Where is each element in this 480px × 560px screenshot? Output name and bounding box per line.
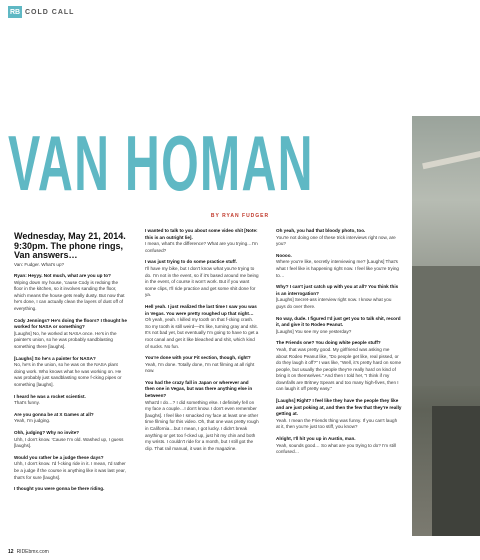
question: No way, dude. I figured I'd just get you to talk shit, record it, and give it to Rodeo Peanut. [276, 315, 401, 328]
text-column-1 [14, 228, 128, 493]
answer: Uhh, I don't know. I'd f-cking ride in it. I mean, I'd rather be a judge if the course is anything like it was last year, that's for sure [laughs]. [14, 461, 126, 480]
article-title: VAN HOMAN [8, 119, 314, 207]
answer: That's funny. [14, 400, 40, 406]
question: [Laughs] Right? I feel like they have the people they like and are just poking at, and then the few that they're really getting at. [276, 398, 402, 417]
answer: I'll have my bike, but I don't know what you're trying to do. I'm not in the event, so if it's based around me being in the event, of course it won't work. But if you want some clips, I'll ride practice and get some shit done for ya. [145, 265, 259, 298]
answer: Yeah, I'm judging. [14, 418, 51, 424]
page-footer [8, 549, 49, 555]
question: I wanted to talk to you about some video shit [Note: this is an outright lie]. [145, 228, 258, 240]
answer: Yeah, sounds good… So what are you trying to do? I'm still confused… [276, 442, 396, 455]
question: Hell yeah. I just realized the last time I saw you was in Vegas. You were pretty roughed up that night… [145, 303, 257, 316]
answer: [Laughs] Secret-ass interview right now. I know what you guys do over there. [276, 297, 392, 309]
photo-shadow [432, 406, 480, 536]
answer: Where you're like, secretly interviewing me? [Laughs] That's what I feel like is happening right now. I feel like you're trying to… [276, 259, 399, 278]
question: You had the crazy fall in Japan or wherever and then one in Vegas, but was there anything else in between? [145, 379, 253, 399]
page-header [8, 5, 74, 19]
question: Ohh, judging? Why no invite? [14, 429, 80, 435]
question: I thought you were gonna be there riding. [14, 486, 105, 492]
page-number: 12 [8, 549, 14, 555]
question: [Laughs] So he's a painter for NASA? [14, 355, 96, 361]
question: Ryan: Heyyy. Not much, what are you up to? [14, 273, 111, 279]
answer: Wiping down my house, 'cause Cody is redoing the floor in the kitchen, so it involves sanding the floor, which means the house gets really dusty. But now that he's done, I can actually clean the layers of dust off of everything. [14, 279, 125, 312]
column-3-blocks [276, 228, 402, 456]
answer: Yeah, I'm done. Totally done, I'm not filming at all right now. [145, 361, 255, 374]
question: Oh yeah, you had that bloody photo, too. [276, 228, 366, 233]
answer: I mean, what's the difference? What are you trying…I'm confused? [145, 241, 258, 253]
question: Are you gonna be at X Games at all? [14, 411, 94, 417]
section-label: COLD CALL [25, 8, 75, 16]
photo-rail [422, 149, 480, 169]
answer: You're not doing one of these trick interviews right now, are you? [276, 234, 396, 247]
answer: Yeah. I mean the Friends thing was funny. If you can't laugh at it, then you're just too stiff, you know? [276, 417, 398, 430]
site-url: RIDEbmx.com [16, 549, 49, 555]
answer: No, he's in the union, so he was on the NASA plant doing work. Who knows what he was working on. He was probably just sandblasting some f-cking pipes or something [laughs]. [14, 362, 122, 387]
column-1-blocks [14, 273, 128, 493]
magazine-logo: RB [8, 6, 22, 18]
intro-heading: Wednesday, May 21, 2014. 9:30pm. The phone rings, Van answers… [14, 231, 126, 260]
answer: [Laughs] No, he worked at NASA once. He's in the painter's union, so he was probably sandblasting something there [laughs]. [14, 330, 117, 350]
question: Why? I can't just catch up with you at all? You think this is an interrogation? [276, 284, 399, 296]
answer: Uhh, I don't know. 'Cause I'm old. Washed up, I guess [laughs]. [14, 436, 124, 449]
photo-wall [412, 266, 480, 386]
question: The Friends one? You doing white people stuff? [276, 340, 381, 346]
text-column-3 [276, 228, 402, 456]
question: Alright, I'll hit you up in Austin, man. [276, 436, 356, 442]
answer: [Laughs] You see my one yesterday? [276, 328, 352, 334]
question: You're done with your Fit section, though, right? [145, 355, 251, 361]
question: I was just trying to do some practice stuff. [145, 259, 237, 265]
question: Cody Jennings? He's doing the floors? I thought he worked for NASA or something? [14, 317, 127, 330]
answer: Oh yeah, yeah. I killed my tooth on that f-cking crash. So my tooth is still weird—it's like, turning gray and shit. It's not bad yet, but eventually I'm going to have to get a root canal and get it like bleached and shit, which kind of sucks. No fun. [145, 317, 259, 349]
question: Noooo. [276, 252, 292, 258]
column-2-blocks [145, 228, 259, 452]
question: I heard he was a rocket scientist. [14, 393, 86, 399]
answer: Yeah, that was pretty good. My girlfriend was asking me about Rodeo Peanut like, "Do people get like, real pissed, or do they laugh it off?" I was like, "Well, it's pretty hard on some people, but usually the people they're really hard on kind of bring it on themselves." And then I told her, "I think if my downfalls are Britney Spears and too many high-fives, then I can laugh it off pretty easy." [276, 346, 401, 392]
text-column-2 [145, 228, 259, 452]
answer: What'd I do…? I did something else. I definitely fell on my face a couple…I don't know. I don't even remember [laughs]. I feel like I smacked my face at least one other time filming for this video. Oh, that one was pretty rough in California…but I mean, I got lucky. I didn't break anything or get too f-cked up, just hit my chin and both my wrists. I couldn't ride for a month, but I still got the clip. That rail manual, it was in the magazine. [145, 399, 259, 451]
article-photo [412, 116, 480, 536]
question: Would you rather be a judge these days? [14, 454, 104, 460]
intro-line: Van: Fudger. What's up? [14, 261, 65, 267]
byline: BY RYAN FUDGER [210, 213, 270, 219]
